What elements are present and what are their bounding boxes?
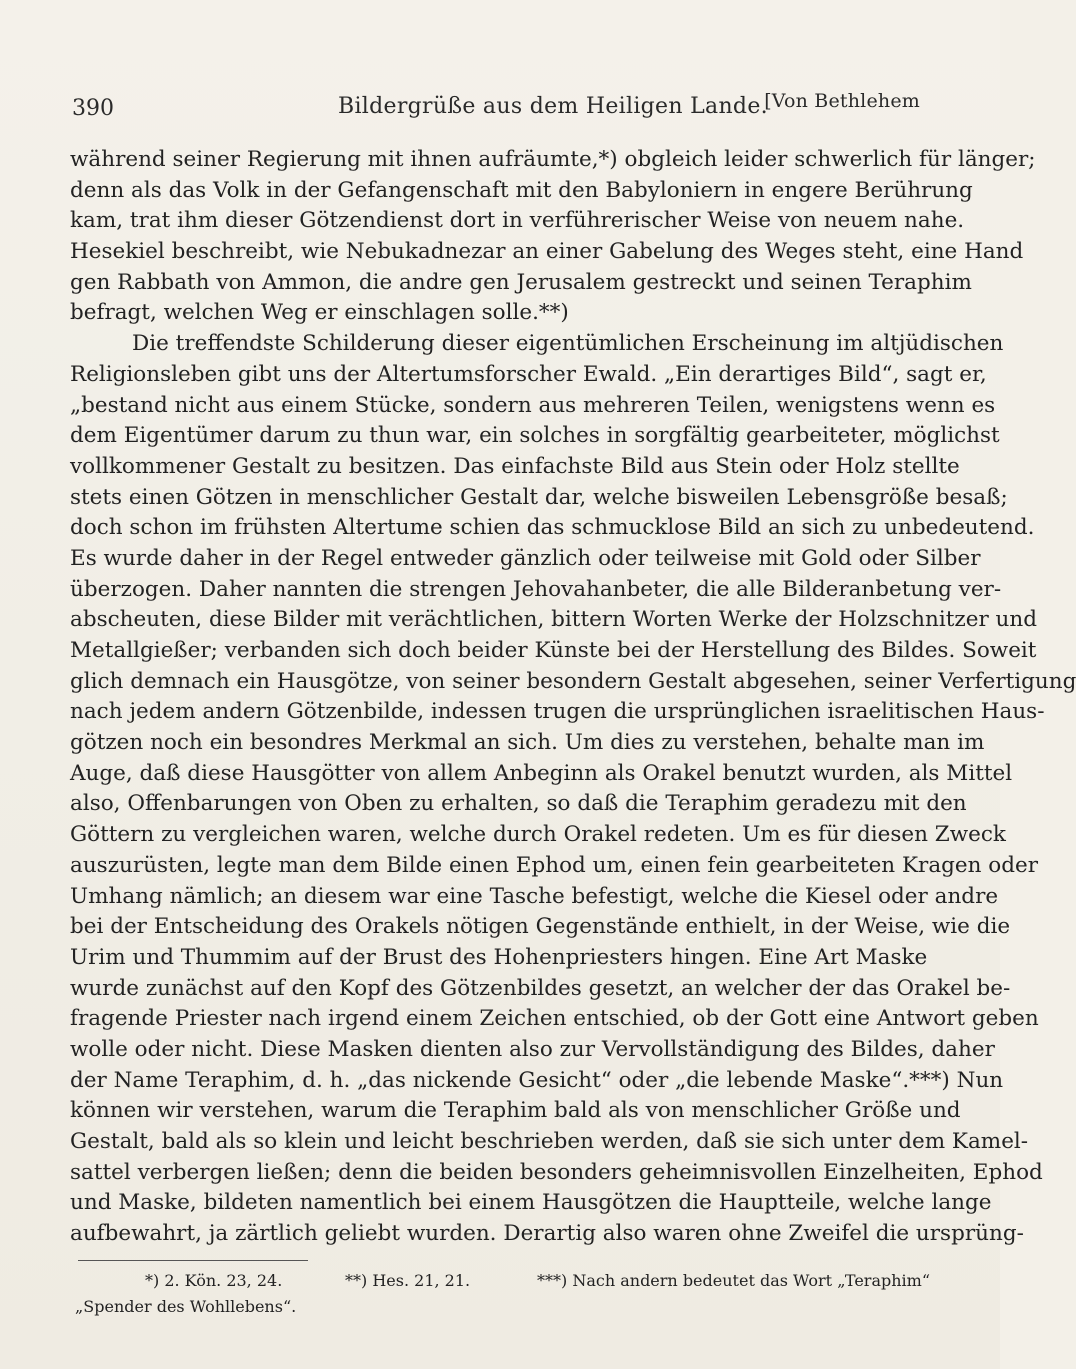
text-line: und Maske, bildeten namentlich bei einem Hausgötzen die Hauptteile, welche lange [70, 1190, 992, 1216]
text-line: denn als das Volk in der Gefangenschaft mit den Babyloniern in engere Berührung [70, 177, 973, 203]
page-number: 390 [72, 96, 114, 121]
footnote-divider [78, 1260, 308, 1261]
text-line: wolle oder nicht. Diese Masken dienten also zur Vervollständigung des Bildes, daher [70, 1036, 995, 1062]
text-line: befragt, welchen Weg er einschlagen solle.**) [70, 300, 569, 326]
text-line: Auge, daß diese Hausgötter von allem Anbeginn als Orakel benutzt wurden, als Mittel [70, 760, 1013, 786]
text-line: wurde zunächst auf den Kopf des Götzenbildes gesetzt, an welcher der das Orakel be- [70, 975, 1011, 1001]
text-line: vollkommener Gestalt zu besitzen. Das einfachste Bild aus Stein oder Holz stellte [70, 453, 960, 479]
text-line: fragende Priester nach irgend einem Zeichen entschied, ob der Gott eine Antwort geben [70, 1006, 1039, 1032]
text-line: Göttern zu vergleichen waren, welche durch Orakel redeten. Um es für diesen Zweck [70, 822, 1006, 848]
text-line: kam, trat ihm dieser Götzendienst dort in verführerischer Weise von neuem nahe. [70, 208, 965, 234]
text-line: glich demnach ein Hausgötze, von seiner besondern Gestalt abgesehen, seiner Verfertigung [70, 668, 1076, 694]
text-line: Gestalt, bald als so klein und leicht beschrieben werden, daß sie sich unter dem Kamel- [70, 1129, 1029, 1154]
footnote-row [75, 1268, 931, 1294]
text-line: Hesekiel beschreibt, wie Nebukadnezar an einer Gabelung des Weges steht, eine Hand [70, 239, 1024, 265]
text-line: auszurüsten, legte man dem Bilde einen Ephod um, einen fein gearbeiteten Kragen oder [70, 852, 1039, 878]
footnotes [75, 1268, 931, 1320]
text-line: abscheuten, diese Bilder mit verächtlichen, bittern Worten Werke der Holzschnitzer und [70, 607, 1038, 633]
footnote-3: ***) Nach andern bedeutet das Wort „Teraphim“ [537, 1271, 931, 1290]
page-header [70, 90, 920, 130]
footnote-1: *) 2. Kön. 23, 24. [145, 1271, 283, 1290]
body-text [70, 145, 1076, 1250]
text-line: also, Offenbarungen von Oben zu erhalten, so daß die Teraphim geradezu mit den [70, 791, 967, 817]
running-title: Bildergrüße aus dem Heiligen Lande. [338, 94, 768, 119]
text-line: während seiner Regierung mit ihnen aufräumte,*) obgleich leider schwerlich für länger; [70, 147, 1036, 172]
text-line: aufbewahrt, ja zärtlich geliebt wurden. Derartig also waren ohne Zweifel die ursprüng- [70, 1221, 1024, 1247]
text-line: Religionsleben gibt uns der Altertumsforscher Ewald. „Ein derartiges Bild“, sagt er, [70, 361, 987, 387]
footnote-row [75, 1294, 925, 1320]
footnote-3-continuation: „Spender des Wohllebens“. [75, 1297, 297, 1316]
text-line: stets einen Götzen in menschlicher Gestalt dar, welche bisweilen Lebensgröße besaß; [70, 484, 1008, 510]
text-line: nach jedem andern Götzenbilde, indessen trugen die ursprünglichen israelitischen Haus- [70, 699, 1045, 725]
text-line: dem Eigentümer darum zu thun war, ein solches in sorgfältig gearbeiteter, möglichst [70, 423, 1000, 449]
text-line: Die treffendste Schilderung dieser eigentümlichen Erscheinung im altjüdischen [132, 331, 1004, 357]
text-line: „bestand nicht aus einem Stücke, sondern aus mehreren Teilen, wenigstens wenn es [70, 392, 996, 418]
text-line: können wir verstehen, warum die Teraphim bald als von menschlicher Größe und [70, 1098, 961, 1124]
section-label: [Von Bethlehem [764, 90, 920, 112]
text-line: bei der Entscheidung des Orakels nötigen Gegenstände enthielt, in der Weise, wie die [70, 914, 1011, 940]
text-line: gen Rabbath von Ammon, die andre gen Jerusalem gestreckt und seinen Teraphim [70, 269, 972, 295]
text-line: überzogen. Daher nannten die strengen Jehovahanbeter, die alle Bilderanbetung ver- [70, 576, 1002, 602]
text-line: götzen noch ein besondres Merkmal an sich. Um dies zu verstehen, behalte man im [70, 730, 985, 756]
text-line: doch schon im frühsten Altertume schien das schmucklose Bild an sich zu unbedeutend. [70, 515, 1035, 541]
text-line: Metallgießer; verbanden sich doch beider Künste bei der Herstellung des Bildes. Soweit [70, 638, 1037, 663]
text-line: sattel verbergen ließen; denn die beiden besonders geheimnisvollen Einzelheiten, Ephod [70, 1159, 1043, 1185]
text-line: Umhang nämlich; an diesem war eine Tasche befestigt, welche die Kiesel oder andre [70, 883, 999, 909]
text-line: Es wurde daher in der Regel entweder gänzlich oder teilweise mit Gold oder Silber [70, 545, 981, 571]
text-line: der Name Teraphim, d. h. „das nickende Gesicht“ oder „die lebende Maske“.***) Nun [70, 1067, 1004, 1093]
text-line: Urim und Thummim auf der Brust des Hohenpriesters hingen. Eine Art Maske [70, 944, 928, 970]
footnote-2: **) Hes. 21, 21. [345, 1271, 471, 1290]
